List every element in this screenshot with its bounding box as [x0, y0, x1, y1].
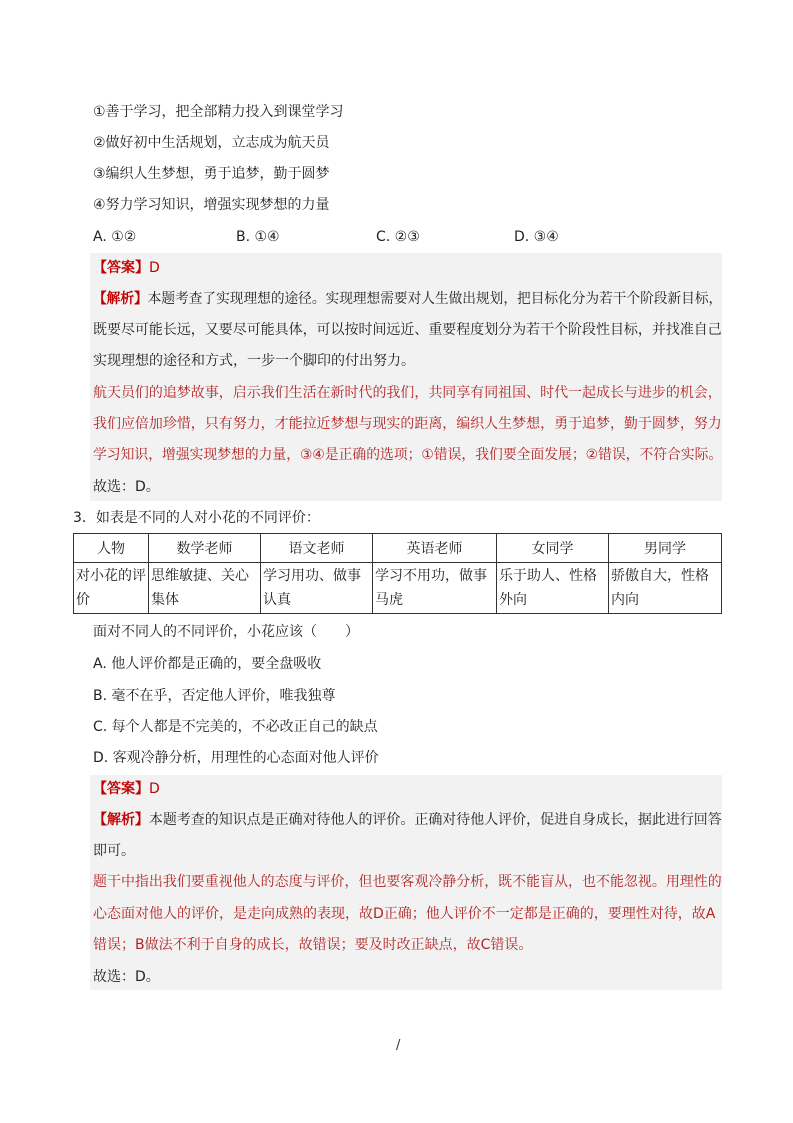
- table-header-cell: 英语老师: [373, 534, 497, 563]
- q3-option-c: C. 每个人都是不完美的，不必改正自己的缺点: [93, 719, 378, 735]
- analysis-label: 【解析】: [93, 291, 148, 307]
- q2-detail-line-2: 我们应倍加珍惜，只有努力，才能拉近梦想与现实的距离，编织人生梦想，勇于追梦，勤于圆梦，努力: [93, 416, 722, 432]
- q3-question: 面对不同人的不同评价，小花应该（ ）: [93, 624, 359, 640]
- statement-1: ①善于学习，把全部精力投入到课堂学习: [93, 104, 344, 120]
- table-cell: 学习用功、做事认真: [261, 563, 373, 614]
- table-header-cell: 语文老师: [261, 534, 373, 563]
- table-cell: 学习不用功，做事马虎: [373, 563, 497, 614]
- q2-option-c: C. ②③: [376, 229, 420, 245]
- answer-label: 【答案】: [93, 781, 149, 797]
- table-cell: 乐于助人、性格外向: [497, 563, 609, 614]
- statement-4: ④努力学习知识，增强实现梦想的力量: [93, 197, 330, 213]
- table-cell: 思维敏捷、关心集体: [149, 563, 261, 614]
- q2-conclusion: 故选：D。: [93, 479, 160, 495]
- table-header-cell: 女同学: [497, 534, 609, 563]
- table-header-cell: 人物: [74, 534, 149, 563]
- q3-conclusion: 故选：D。: [93, 969, 160, 985]
- q2-analysis-line-2: 既要尽可能长远，又要尽可能具体，可以按时间远近、重要程度划分为若干个阶段性目标，并找准自己: [93, 322, 722, 338]
- answer-label: 【答案】: [93, 260, 149, 276]
- q3-detail-line-3: 错误；B做法不利于自身的成长，故错误；要及时改正缺点，故C错误。: [93, 937, 533, 953]
- answer-value: D: [149, 260, 160, 276]
- table-cell: 对小花的评价: [74, 563, 149, 614]
- q2-detail-line-3: 学习知识，增强实现梦想的力量，③④是正确的选项；①错误，我们要全面发展；②错误，不符合实际。: [93, 447, 723, 463]
- analysis-text: 本题考查的知识点是正确对待他人的评价。正确对待他人评价，促进自身成长，据此进行回答: [148, 812, 722, 828]
- table-cell: 骄傲自大，性格内向: [609, 563, 722, 614]
- q2-detail-line-1: 航天员们的追梦故事，启示我们生活在新时代的我们，共同享有同祖国、时代一起成长与进步的机会，: [93, 385, 722, 401]
- analysis-text: 本题考查了实现理想的途径。实现理想需要对人生做出规划，把目标化分为若干个阶段新目标，: [147, 291, 723, 307]
- evaluation-table: [73, 533, 722, 614]
- q3-option-d: D. 客观冷静分析，用理性的心态面对他人评价: [93, 750, 379, 766]
- table-row: [74, 563, 722, 614]
- q3-option-b: B. 毫不在乎，否定他人评价，唯我独尊: [93, 688, 336, 704]
- q2-answer: [93, 258, 160, 278]
- table-header-cell: 男同学: [609, 534, 722, 563]
- page-footer-mark: /: [396, 1038, 401, 1053]
- q2-analysis-line-3: 实现理想的途径和方式，一步一个脚印的付出努力。: [93, 353, 415, 369]
- q3-analysis-line-1: [93, 810, 722, 830]
- q2-analysis-line-1: [93, 289, 722, 309]
- q3-analysis-line-2: 即可。: [93, 843, 135, 859]
- q3-option-a: A. 他人评价都是正确的，要全盘吸收: [93, 656, 322, 672]
- analysis-label: 【解析】: [93, 812, 149, 828]
- table-header-row: [74, 534, 722, 563]
- q2-option-b: B. ①④: [236, 229, 280, 245]
- answer-value: D: [149, 781, 160, 797]
- statement-2: ②做好初中生活规划，立志成为航天员: [93, 135, 330, 151]
- table-header-cell: 数学老师: [149, 534, 261, 563]
- statement-3: ③编织人生梦想，勇于追梦，勤于圆梦: [93, 166, 330, 182]
- q2-option-a: A. ①②: [93, 229, 137, 245]
- q3-detail-line-1: 题干中指出我们要重视他人的态度与评价，但也要客观冷静分析，既不能盲从，也不能忽视。用理性的: [93, 874, 722, 890]
- q3-answer: [93, 779, 160, 799]
- q3-detail-line-2: 心态面对他人的评价，是走向成熟的表现，故D正确；他人评价不一定都是正确的，要理性对待，故A: [93, 906, 716, 922]
- q2-option-d: D. ③④: [514, 229, 559, 245]
- q3-stem: 3．如表是不同的人对小花的不同评价：: [73, 510, 320, 526]
